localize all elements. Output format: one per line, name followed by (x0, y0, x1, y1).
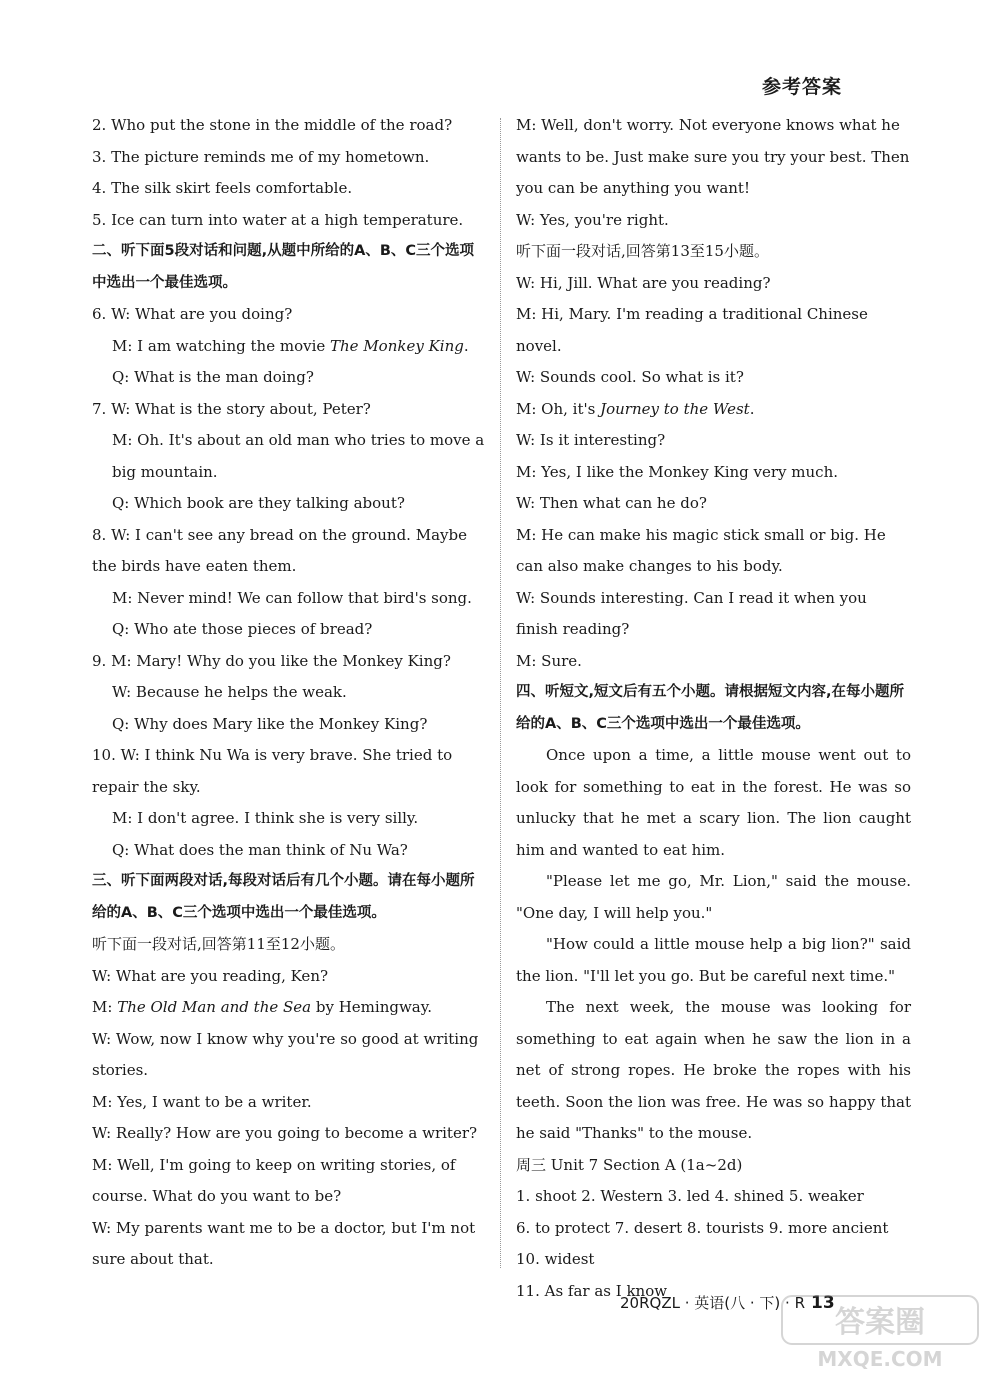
conv1-line: W: My parents want me to be a doctor, but I'm not sure about that. (92, 1218, 476, 1268)
dialog-8-m: M: Never mind! We can follow that bird's song. (112, 588, 472, 607)
page-number: 13 (811, 1293, 835, 1313)
dialog-8-q: Q: Who ate those pieces of bread? (112, 620, 373, 638)
watermark-logo (780, 1292, 980, 1374)
section-3-heading: 三、听下面两段对话,每段对话后有几个小题。请在每小题所给的A、B、C三个选项中选出一个最佳选项。 (92, 873, 475, 921)
conv1-line: M: Well, don't worry. Not everyone knows what he wants to be. Just make sure you try your best. Then you can be anything you want! (516, 116, 910, 197)
dialog-7-q: Q: Which book are they talking about? (112, 494, 405, 512)
novel-title: Journey to the West (600, 399, 750, 418)
conv2-line: M: Sure. (516, 651, 582, 670)
dialog-10-q: Q: What does the man think of Nu Wa? (112, 840, 408, 859)
conv2-line: M: Oh, it's Journey to the West. (516, 399, 755, 418)
question-3: 3. The picture reminds me of my hometown. (92, 147, 430, 166)
conversation-2-instruction: 听下面一段对话,回答第13至15小题。 (516, 242, 769, 260)
dialog-10-w: 10. W: I think Nu Wa is very brave. She tried to repair the sky. (92, 746, 453, 796)
conv1-line: W: Yes, you're right. (516, 210, 669, 229)
right-column (516, 110, 911, 1307)
conv2-line: W: Sounds interesting. Can I read it when you finish reading? (516, 588, 867, 638)
dialog-6-m: M: I am watching the movie The Monkey King. (112, 336, 469, 355)
svg-text:答案圈: 答案圈 (835, 1305, 925, 1340)
answer-line: 1. shoot 2. Western 3. led 4. shined 5. weaker (516, 1187, 864, 1205)
question-4: 4. The silk skirt feels comfortable. (92, 179, 353, 197)
dialog-10-m: M: I don't agree. I think she is very silly. (112, 809, 419, 827)
story-paragraph: Once upon a time, a little mouse went out to look for something to eat in the forest. He was so unlucky that he met a scary lion. The lion caught him and wanted to eat him. (516, 746, 911, 859)
dialog-7-w: 7. W: What is the story about, Peter? (92, 399, 371, 418)
column-divider (500, 118, 501, 1268)
answer-line: 6. to protect 7. desert 8. tourists 9. more ancient (516, 1218, 889, 1237)
left-column (92, 110, 487, 1276)
footer-code: 20RQZL · 英语(八 · 下) · R (620, 1294, 805, 1312)
conv2-line: W: Hi, Jill. What are you reading? (516, 273, 771, 292)
dialog-9-q: Q: Why does Mary like the Monkey King? (112, 714, 428, 733)
section-4-heading: 四、听短文,短文后有五个小题。请根据短文内容,在每小题所给的A、B、C三个选项中选出一个最佳选项。 (516, 684, 905, 732)
conv2-line: W: Is it interesting? (516, 431, 666, 449)
conv1-line: W: Wow, now I know why you're so good at writing stories. (92, 1029, 479, 1079)
dialog-9-m: 9. M: Mary! Why do you like the Monkey King? (92, 651, 451, 670)
movie-title: The Monkey King (330, 336, 464, 355)
unit-heading: 周三 Unit 7 Section A (1a~2d) (516, 1155, 743, 1174)
section-2-heading: 二、听下面5段对话和问题,从题中所给的A、B、C三个选项中选出一个最佳选项。 (92, 243, 475, 291)
question-2: 2. Who put the stone in the middle of the road? (92, 116, 453, 134)
story-paragraph: The next week, the mouse was looking for something to eat again when he saw the lion in a net of strong ropes. He broke the ropes with his teeth. Soon the lion was free. He was so happy that he said "Thanks" to the mouse. (516, 998, 911, 1142)
svg-text:MXQE.COM: MXQE.COM (817, 1347, 943, 1371)
story-paragraph: "How could a little mouse help a big lion?" said the lion. "I'll let you go. But be careful next time." (516, 935, 911, 985)
conv1-line: M: The Old Man and the Sea by Hemingway. (92, 998, 432, 1016)
answer-line: 10. widest (516, 1250, 595, 1268)
page-header-title: 参考答案 (761, 76, 842, 98)
question-5: 5. Ice can turn into water at a high temperature. (92, 210, 464, 229)
conv1-line: M: Well, I'm going to keep on writing stories, of course. What do you want to be? (92, 1155, 456, 1205)
dialog-7-m: M: Oh. It's about an old man who tries to move a big mountain. (112, 431, 485, 481)
conv2-line: W: Sounds cool. So what is it? (516, 368, 744, 386)
book-title: The Old Man and the Sea (117, 998, 312, 1016)
conv2-line: M: He can make his magic stick small or big. He can also make changes to his body. (516, 525, 886, 575)
dialog-6-q: Q: What is the man doing? (112, 368, 314, 386)
answer-line: 11. As far as I know (516, 1281, 668, 1300)
conv2-line: M: Hi, Mary. I'm reading a traditional Chinese novel. (516, 305, 868, 355)
conversation-1-instruction: 听下面一段对话,回答第11至12小题。 (92, 935, 345, 953)
dialog-6-w: 6. W: What are you doing? (92, 305, 293, 323)
conv1-line: M: Yes, I want to be a writer. (92, 1092, 312, 1111)
story-paragraph: "Please let me go, Mr. Lion," said the mouse. "One day, I will help you." (516, 872, 911, 922)
conv1-line: W: What are you reading, Ken? (92, 966, 329, 985)
dialog-9-w: W: Because he helps the weak. (112, 683, 347, 701)
dialog-8-w: 8. W: I can't see any bread on the ground. Maybe the birds have eaten them. (92, 525, 467, 575)
conv1-line: W: Really? How are you going to become a writer? (92, 1124, 478, 1142)
conv2-line: M: Yes, I like the Monkey King very much. (516, 462, 839, 481)
conv2-line: W: Then what can he do? (516, 494, 707, 512)
